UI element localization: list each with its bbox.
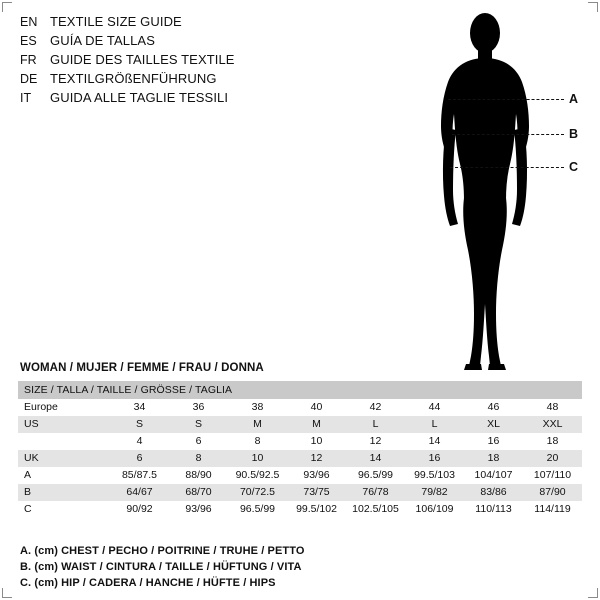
measure-line-b [452, 134, 564, 135]
language-code-it: IT [20, 91, 32, 105]
cell: 14 [428, 435, 441, 447]
cell: 90/92 [126, 503, 153, 515]
language-row-es [20, 33, 320, 52]
table-row [18, 416, 582, 433]
table-row [18, 467, 582, 484]
measure-label-a: A [569, 92, 579, 106]
table-row [18, 501, 582, 518]
cell: 104/107 [474, 469, 513, 481]
cell: 8 [254, 435, 261, 447]
cell: 93/96 [185, 503, 212, 515]
cell: 4 [136, 435, 143, 447]
cell: 38 [251, 401, 264, 413]
measure-line-a [448, 99, 564, 100]
cell: 34 [133, 401, 146, 413]
corner-mark-bottom-left [2, 588, 12, 598]
cell: 107/110 [533, 469, 572, 481]
language-code-en: EN [20, 15, 38, 29]
cell: 48 [546, 401, 559, 413]
cell: 110/113 [475, 503, 512, 515]
cell: 87/90 [523, 484, 582, 501]
cell: 36 [192, 401, 205, 413]
language-title-it: GUIDA ALLE TAGLIE TESSILI [50, 90, 229, 105]
row-label-uk: UK [18, 450, 110, 467]
cell: XXL [523, 416, 582, 433]
table-header-label: SIZE / TALLA / TAILLE / GRÖSSE / TAGLIA [18, 381, 582, 399]
cell: 88/90 [185, 469, 212, 481]
cell: 76/78 [346, 484, 405, 501]
cell: 79/82 [405, 484, 464, 501]
corner-mark-top-left [2, 2, 12, 12]
cell: 114/119 [534, 503, 571, 515]
size-table [18, 381, 582, 518]
row-label-a: A [24, 469, 32, 481]
cell: 70/72.5 [228, 484, 287, 501]
cell: L [405, 416, 464, 433]
cell: 85/87.5 [121, 469, 158, 481]
female-silhouette-icon [380, 8, 590, 373]
language-row-de [20, 71, 320, 90]
cell: 10 [310, 435, 323, 447]
cell: M [287, 416, 346, 433]
cell: 14 [346, 450, 405, 467]
cell: 44 [428, 401, 441, 413]
table-row [18, 484, 582, 501]
section-caption-woman: WOMAN / MUJER / FEMME / FRAU / DONNA [20, 362, 264, 374]
cell: 40 [310, 401, 323, 413]
cell: 18 [546, 435, 559, 447]
row-label-europe: Europe [24, 401, 58, 413]
row-label-us-numeric [18, 433, 110, 450]
cell: 6 [110, 450, 169, 467]
cell: 6 [195, 435, 202, 447]
row-label-b: B [18, 484, 110, 501]
female-figure-diagram [380, 8, 590, 373]
language-title-block [20, 14, 320, 109]
language-title-de: TEXTILGRÖßENFÜHRUNG [50, 71, 217, 86]
cell: 93/96 [303, 469, 330, 481]
cell: 16 [405, 450, 464, 467]
cell: 42 [369, 401, 382, 413]
language-title-es: GUÍA DE TALLAS [50, 33, 155, 48]
table-row [18, 399, 582, 416]
cell: 68/70 [169, 484, 228, 501]
cell: 96.5/99 [357, 469, 394, 481]
language-code-de: DE [20, 72, 38, 86]
cell: 90.5/92.5 [235, 469, 280, 481]
cell: 10 [228, 450, 287, 467]
measure-label-c: C [569, 160, 579, 174]
cell: 96.5/99 [239, 503, 276, 515]
corner-mark-bottom-right [588, 588, 598, 598]
cell: M [228, 416, 287, 433]
cell: S [169, 416, 228, 433]
cell: XL [464, 416, 523, 433]
language-row-fr [20, 52, 320, 71]
cell: 73/75 [287, 484, 346, 501]
language-code-es: ES [20, 34, 37, 48]
cell: 64/67 [110, 484, 169, 501]
cell: 12 [369, 435, 382, 447]
cell: 18 [464, 450, 523, 467]
language-code-fr: FR [20, 53, 37, 67]
cell: 99.5/103 [414, 469, 455, 481]
cell: 83/86 [464, 484, 523, 501]
legend-note-a: A. (cm) CHEST / PECHO / POITRINE / TRUHE / PETTO [20, 545, 305, 557]
language-title-en: TEXTILE SIZE GUIDE [50, 14, 182, 29]
measure-line-c [450, 167, 564, 168]
cell: 16 [487, 435, 500, 447]
cell: 106/109 [415, 503, 454, 515]
table-row [18, 450, 582, 467]
measure-label-b: B [569, 127, 579, 141]
cell: 99.5/102 [296, 503, 337, 515]
cell: L [346, 416, 405, 433]
language-title-fr: GUIDE DES TAILLES TEXTILE [50, 52, 235, 67]
language-row-it [20, 90, 320, 109]
legend-note-c: C. (cm) HIP / CADERA / HANCHE / HÜFTE / HIPS [20, 577, 276, 589]
table-header-row [18, 381, 582, 399]
legend-note-b: B. (cm) WAIST / CINTURA / TAILLE / HÜFTUNG / VITA [20, 561, 302, 573]
cell: 46 [487, 401, 500, 413]
language-row-en [20, 14, 320, 33]
row-label-us: US [18, 416, 110, 433]
table-row [18, 433, 582, 450]
cell: 20 [523, 450, 582, 467]
cell: 102.5/105 [352, 503, 399, 515]
cell: 12 [287, 450, 346, 467]
row-label-c: C [24, 503, 32, 515]
cell: 8 [169, 450, 228, 467]
measurement-legend [20, 543, 580, 591]
cell: S [110, 416, 169, 433]
